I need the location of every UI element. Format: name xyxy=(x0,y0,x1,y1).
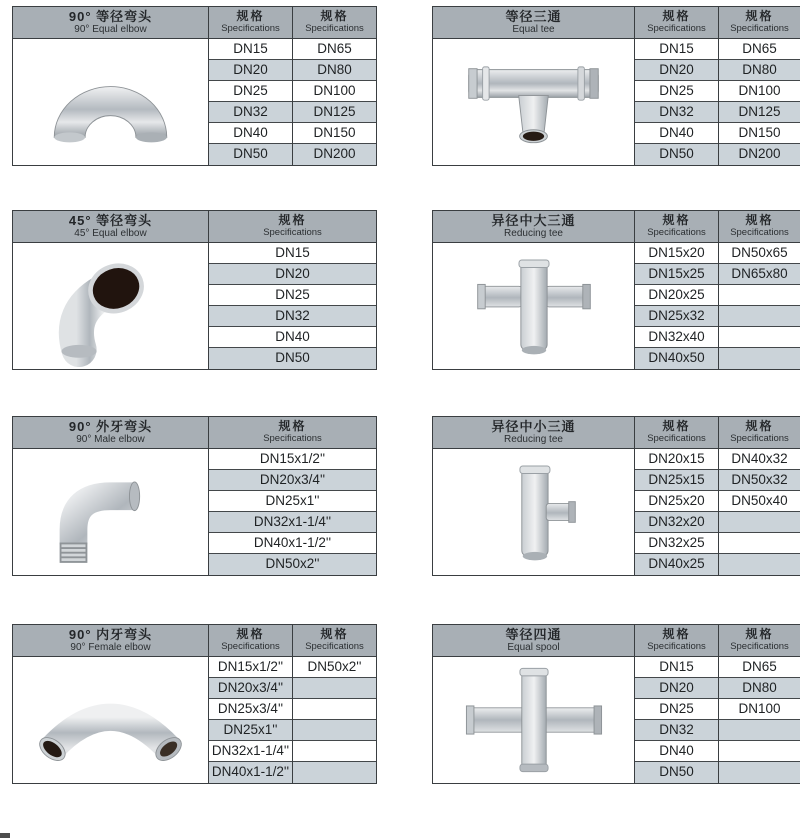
spec-column xyxy=(718,657,800,783)
spec-header xyxy=(208,417,376,448)
product-title-zh: 等径四通 xyxy=(505,626,562,642)
product-title xyxy=(13,211,208,242)
spec-header xyxy=(208,625,292,656)
product-title-en: 90° Equal elbow xyxy=(74,24,147,36)
block-body xyxy=(13,39,376,165)
elbow-female-icon xyxy=(18,661,203,779)
cross-equal-icon xyxy=(439,659,629,781)
product-title-en: Reducing tee xyxy=(504,434,563,446)
product-title xyxy=(433,625,634,656)
spec-header-zh: 规格 xyxy=(745,213,774,228)
spec-header-en: Specifications xyxy=(221,640,280,652)
block-header xyxy=(13,625,376,657)
spec-header xyxy=(208,211,376,242)
block-body xyxy=(433,449,800,575)
product-title-zh: 45° 等径弯头 xyxy=(68,212,153,228)
spec-cell: DN200 xyxy=(719,144,800,165)
spec-cell: DN20x3/4'' xyxy=(209,470,376,491)
spec-cell: DN50 xyxy=(209,144,292,165)
spec-cell: DN15 xyxy=(635,39,718,60)
spec-cell: DN125 xyxy=(719,102,800,123)
spec-cell: DN100 xyxy=(293,81,376,102)
product-image-elbow-male xyxy=(13,449,208,575)
product-title-en: Equal spool xyxy=(507,642,560,654)
spec-cell: DN50x40 xyxy=(719,491,800,512)
spec-cell: DN50 xyxy=(209,348,376,369)
product-block-tee-reducing-small xyxy=(432,416,800,576)
spec-cell: DN40x32 xyxy=(719,449,800,470)
product-title xyxy=(13,625,208,656)
spec-cell: DN40x25 xyxy=(635,554,718,575)
spec-cell: DN20x3/4'' xyxy=(209,678,292,699)
spec-header xyxy=(634,625,718,656)
spec-cell: DN25 xyxy=(635,699,718,720)
product-image-elbow-90 xyxy=(13,39,208,165)
spec-header xyxy=(292,7,376,38)
spec-column xyxy=(634,39,718,165)
spec-cell: DN32 xyxy=(635,102,718,123)
spec-cell xyxy=(293,678,376,699)
spec-cell xyxy=(719,512,800,533)
spec-cell xyxy=(293,699,376,720)
spec-cell: DN40 xyxy=(209,327,376,348)
spec-cell: DN80 xyxy=(293,60,376,81)
spec-cell: DN15 xyxy=(209,243,376,264)
spec-column xyxy=(718,39,800,165)
spec-cell xyxy=(293,720,376,741)
block-header xyxy=(433,211,800,243)
spec-header-zh: 规格 xyxy=(662,213,691,228)
spec-cell xyxy=(719,762,800,783)
product-title-zh: 90° 等径弯头 xyxy=(68,8,153,24)
spec-cell: DN25x20 xyxy=(635,491,718,512)
spec-column xyxy=(208,39,292,165)
product-image-tee-reducing-large xyxy=(433,243,634,369)
spec-header xyxy=(718,417,800,448)
spec-header-zh: 规格 xyxy=(662,627,691,642)
spec-cell: DN50x2'' xyxy=(293,657,376,678)
spec-cell: DN25x15 xyxy=(635,470,718,491)
product-title xyxy=(13,7,208,38)
block-body xyxy=(433,243,800,369)
spec-cell: DN32x1-1/4'' xyxy=(209,741,292,762)
spec-cell: DN32x40 xyxy=(635,327,718,348)
block-body xyxy=(13,449,376,575)
spec-cell: DN15 xyxy=(209,39,292,60)
spec-cell xyxy=(719,327,800,348)
spec-cell: DN150 xyxy=(719,123,800,144)
spec-cell: DN32x1-1/4'' xyxy=(209,512,376,533)
spec-cell: DN25 xyxy=(209,81,292,102)
spec-cell: DN50 xyxy=(635,144,718,165)
spec-column xyxy=(634,243,718,369)
block-header xyxy=(433,625,800,657)
spec-cell: DN100 xyxy=(719,699,800,720)
spec-column xyxy=(292,39,376,165)
spec-header-zh: 规格 xyxy=(662,419,691,434)
spec-cell: DN80 xyxy=(719,60,800,81)
spec-cell: DN20 xyxy=(209,60,292,81)
block-body xyxy=(13,657,376,783)
spec-cell: DN50x2'' xyxy=(209,554,376,575)
product-block-elbow-90-equal xyxy=(12,6,377,166)
spec-cell: DN32 xyxy=(209,102,292,123)
product-block-elbow-45-equal xyxy=(12,210,377,370)
product-block-elbow-90-male xyxy=(12,416,377,576)
spec-header xyxy=(718,211,800,242)
spec-cell: DN32x25 xyxy=(635,533,718,554)
elbow-45-icon xyxy=(18,245,203,367)
spec-cell xyxy=(719,285,800,306)
spec-header-zh: 规格 xyxy=(236,9,265,24)
page-corner-mark xyxy=(0,833,10,838)
spec-column xyxy=(634,657,718,783)
spec-cell: DN80 xyxy=(719,678,800,699)
product-title-zh: 等径三通 xyxy=(505,8,562,24)
spec-cell: DN25 xyxy=(635,81,718,102)
spec-cell: DN100 xyxy=(719,81,800,102)
product-title-zh: 90° 内牙弯头 xyxy=(68,626,153,642)
spec-cell xyxy=(719,533,800,554)
spec-cell: DN40x1-1/2'' xyxy=(209,533,376,554)
spec-column xyxy=(292,657,376,783)
product-image-cross-equal xyxy=(433,657,634,783)
spec-header xyxy=(718,7,800,38)
product-title-zh: 异径中大三通 xyxy=(491,212,576,228)
spec-header-zh: 规格 xyxy=(278,213,307,228)
spec-header-zh: 规格 xyxy=(745,419,774,434)
spec-header-en: Specifications xyxy=(647,226,706,238)
product-block-tee-reducing-large xyxy=(432,210,800,370)
spec-cell: DN25 xyxy=(209,285,376,306)
spec-cell: DN32x20 xyxy=(635,512,718,533)
spec-header-en: Specifications xyxy=(305,22,364,34)
block-header xyxy=(13,417,376,449)
spec-header-en: Specifications xyxy=(647,22,706,34)
spec-cell: DN32 xyxy=(635,720,718,741)
product-block-tee-equal xyxy=(432,6,800,166)
spec-header-en: Specifications xyxy=(305,640,364,652)
spec-cell: DN20x25 xyxy=(635,285,718,306)
spec-cell: DN50x32 xyxy=(719,470,800,491)
spec-column xyxy=(208,243,376,369)
product-title-en: 45° Equal elbow xyxy=(74,228,147,240)
product-title xyxy=(433,417,634,448)
spec-header-en: Specifications xyxy=(647,640,706,652)
product-block-cross-equal xyxy=(432,624,800,784)
spec-cell: DN15x1/2'' xyxy=(209,657,292,678)
product-title-en: Equal tee xyxy=(512,24,555,36)
block-body xyxy=(433,39,800,165)
spec-header xyxy=(292,625,376,656)
elbow-90-icon xyxy=(18,43,203,161)
spec-cell xyxy=(719,348,800,369)
spec-header-zh: 规格 xyxy=(662,9,691,24)
spec-cell: DN125 xyxy=(293,102,376,123)
spec-header-en: Specifications xyxy=(730,432,789,444)
spec-header xyxy=(718,625,800,656)
spec-cell xyxy=(293,741,376,762)
spec-header-en: Specifications xyxy=(221,22,280,34)
product-title-en: 90° Female elbow xyxy=(70,642,151,654)
product-title-en: 90° Male elbow xyxy=(76,434,145,446)
spec-cell xyxy=(719,720,800,741)
spec-cell: DN20 xyxy=(209,264,376,285)
spec-header-zh: 规格 xyxy=(745,627,774,642)
product-title-zh: 异径中小三通 xyxy=(491,418,576,434)
spec-cell: DN65x80 xyxy=(719,264,800,285)
spec-cell xyxy=(719,741,800,762)
spec-column xyxy=(634,449,718,575)
spec-header-en: Specifications xyxy=(730,226,789,238)
product-title-en: Reducing tee xyxy=(504,228,563,240)
spec-cell: DN150 xyxy=(293,123,376,144)
product-block-elbow-90-female xyxy=(12,624,377,784)
spec-header-zh: 规格 xyxy=(320,9,349,24)
product-image-elbow-female xyxy=(13,657,208,783)
spec-header xyxy=(634,211,718,242)
spec-header-zh: 规格 xyxy=(320,627,349,642)
block-header xyxy=(433,7,800,39)
spec-header-en: Specifications xyxy=(647,432,706,444)
spec-cell: DN50 xyxy=(635,762,718,783)
spec-cell: DN15x1/2'' xyxy=(209,449,376,470)
spec-header xyxy=(634,417,718,448)
spec-cell: DN32 xyxy=(209,306,376,327)
spec-cell xyxy=(719,554,800,575)
spec-header-zh: 规格 xyxy=(745,9,774,24)
spec-cell: DN15x25 xyxy=(635,264,718,285)
spec-header-en: Specifications xyxy=(730,22,789,34)
spec-cell: DN40x1-1/2'' xyxy=(209,762,292,783)
block-header xyxy=(13,211,376,243)
spec-cell: DN15x20 xyxy=(635,243,718,264)
spec-column xyxy=(208,657,292,783)
spec-cell: DN40x50 xyxy=(635,348,718,369)
spec-cell: DN65 xyxy=(719,39,800,60)
spec-header-en: Specifications xyxy=(263,432,322,444)
spec-cell: DN40 xyxy=(209,123,292,144)
spec-cell xyxy=(719,306,800,327)
spec-header-zh: 规格 xyxy=(236,627,265,642)
product-title xyxy=(13,417,208,448)
spec-cell: DN15 xyxy=(635,657,718,678)
spec-cell: DN20x15 xyxy=(635,449,718,470)
elbow-male-icon xyxy=(18,451,203,573)
block-header xyxy=(433,417,800,449)
spec-cell: DN65 xyxy=(719,657,800,678)
product-image-tee-reducing-small xyxy=(433,449,634,575)
spec-cell: DN25x1'' xyxy=(209,720,292,741)
product-image-tee-equal xyxy=(433,39,634,165)
tee-reducing-small-icon xyxy=(439,451,629,573)
spec-column xyxy=(718,449,800,575)
product-title-zh: 90° 外牙弯头 xyxy=(68,418,153,434)
spec-cell: DN25x32 xyxy=(635,306,718,327)
tee-reducing-large-icon xyxy=(439,245,629,367)
spec-header-en: Specifications xyxy=(263,226,322,238)
spec-cell: DN50x65 xyxy=(719,243,800,264)
block-header xyxy=(13,7,376,39)
spec-cell: DN25x3/4'' xyxy=(209,699,292,720)
spec-column xyxy=(718,243,800,369)
product-image-elbow-45 xyxy=(13,243,208,369)
spec-header xyxy=(208,7,292,38)
spec-cell: DN20 xyxy=(635,60,718,81)
spec-header-zh: 规格 xyxy=(278,419,307,434)
block-body xyxy=(13,243,376,369)
spec-cell xyxy=(293,762,376,783)
spec-header-en: Specifications xyxy=(730,640,789,652)
product-title xyxy=(433,211,634,242)
spec-cell: DN40 xyxy=(635,123,718,144)
spec-header xyxy=(634,7,718,38)
tee-equal-icon xyxy=(441,41,626,163)
spec-cell: DN65 xyxy=(293,39,376,60)
spec-column xyxy=(208,449,376,575)
spec-cell: DN40 xyxy=(635,741,718,762)
spec-cell: DN20 xyxy=(635,678,718,699)
spec-cell: DN200 xyxy=(293,144,376,165)
block-body xyxy=(433,657,800,783)
spec-cell: DN25x1'' xyxy=(209,491,376,512)
product-title xyxy=(433,7,634,38)
